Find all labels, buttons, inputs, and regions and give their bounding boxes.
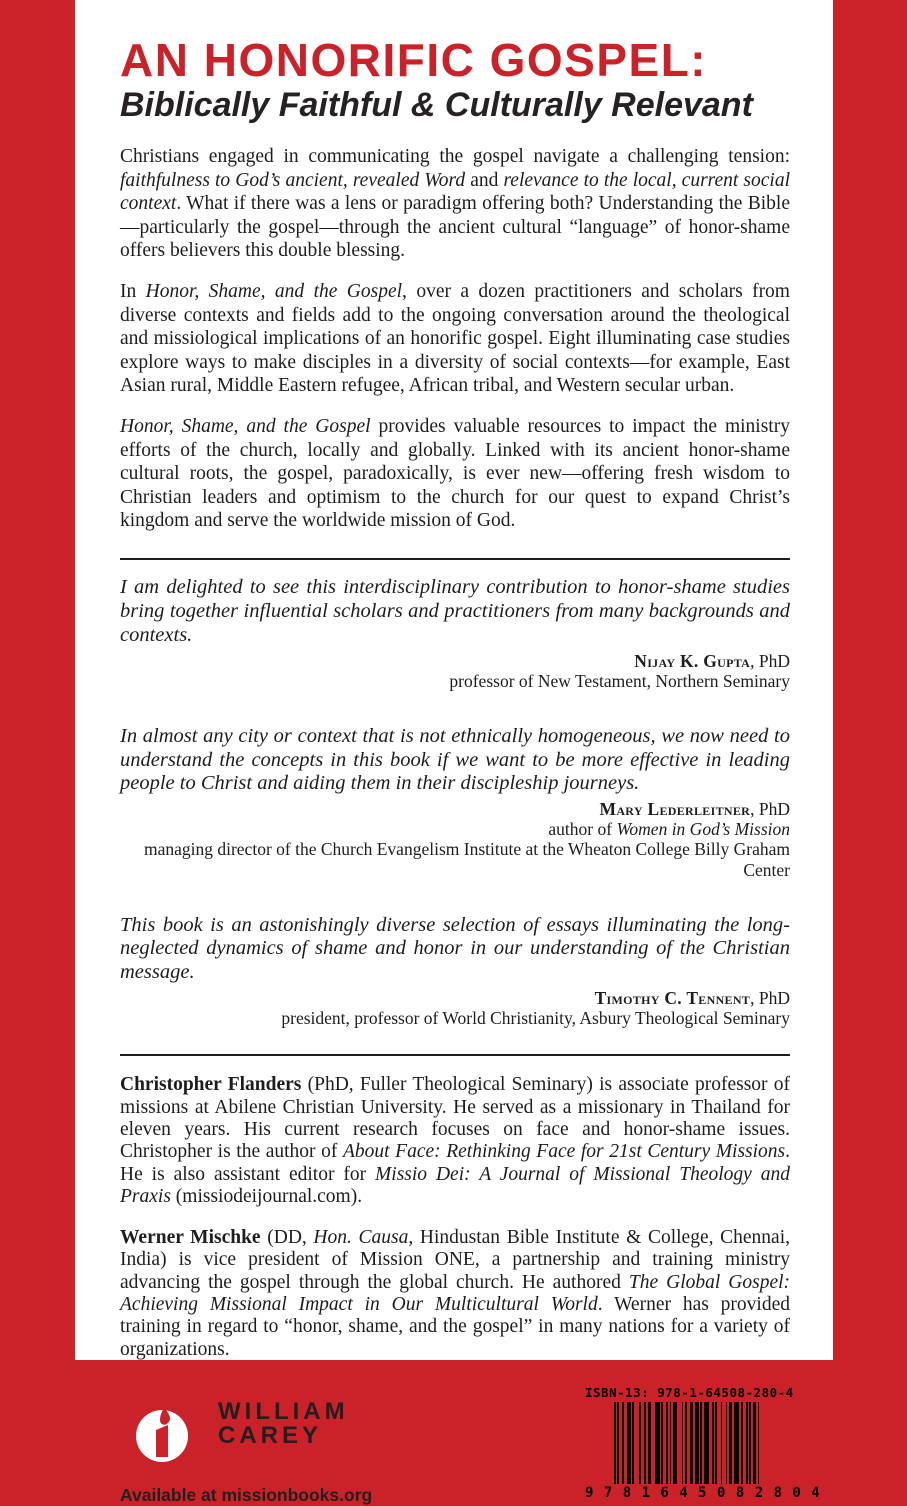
- barcode-bars: [585, 1402, 790, 1484]
- endorser-role: president, professor of World Christianity, Asbury Theological Seminary: [281, 1008, 790, 1029]
- description-paragraph-3: Honor, Shame, and the Gospel provides valuable resources to impact the ministry efforts of the church, locally and globally. Linked with its ancient honor-shame cultural roots, the gospel, paradoxically, is ever new—offering fresh wisdom to Christian leaders and optimism to the church for our quest to expand Christ’s kingdom and serve the worldwide mission of God.: [120, 416, 790, 531]
- publisher-name-sub: PUBLISHING: [218, 1450, 361, 1472]
- book-subtitle: Biblically Faithful & Culturally Relevant: [120, 85, 753, 124]
- endorser-name: Nijay K. Gupta: [634, 650, 751, 671]
- publisher-block: [120, 1395, 372, 1506]
- endorser-name: Mary Lederleitner: [599, 799, 751, 820]
- text-column: [75, 0, 833, 1506]
- author-bio-flanders: Christopher Flanders (PhD, Fuller Theological Seminary) is associate professor of missions at Abilene Christian University. He served as a missionary in Thailand for eleven years. His current research focuses on face and honor-shame issues. Christopher is the author of About Face: Rethinking Face for 21st Century Missions. He is also assistant editor for Missio Dei: A Journal of Missional Theology and Praxis (missiodeijournal.com).: [120, 1074, 791, 1208]
- divider-top: [120, 558, 790, 560]
- publisher-name-line2: CAREY: [218, 1422, 323, 1450]
- cover-page: [75, 0, 833, 1506]
- endorser-roles: [120, 1008, 790, 1028]
- isbn-number: 9 7 8 1 6 4 5 0 8 2 8 0 4: [585, 1485, 821, 1502]
- description-paragraph-2: In Honor, Shame, and the Gospel, over a dozen practitioners and scholars from diverse contexts and fields add to the ongoing conversation around the theological and missiological implications of an honorific gospel. Eight illuminating case studies explore ways to make disciples in a diversity of social contexts—for example, East Asian rural, Middle Eastern refugee, African tribal, and Western secular urban.: [120, 281, 790, 396]
- isbn-label: ISBN-13: 978-1-64508-280-4: [585, 1385, 794, 1401]
- book-title: AN HONORIFIC GOSPEL:: [120, 34, 708, 86]
- endorsement-quote: In almost any city or context that is not ethnically homogeneous, we now need to understand the concepts in this book if we want to be more effective in leading people to Christ and aiding them in their discipleship journeys.: [120, 724, 790, 795]
- barcode-block: [585, 1385, 821, 1502]
- author-bio-mischke: Werner Mischke (DD, Hon. Causa, Hindustan Bible Institute & College, Chennai, India) is vice president of Mission ONE, a partnership and training ministry advancing the gospel through the global church. He authored The Global Gospel: Achieving Missional Impact in Our Multicultural World. Werner has provided training in regard to “honor, shame, and the gospel” in many nations for a variety of organizations.: [120, 1226, 791, 1360]
- endorser-role: professor of New Testament, Northern Seminary: [449, 670, 790, 691]
- endorser-roles: [120, 819, 790, 879]
- endorser-credential: , PhD: [750, 987, 790, 1008]
- availability-note: Available at missionbooks.org: [120, 1485, 373, 1506]
- publisher-name: [218, 1397, 361, 1473]
- publisher-name-line1: WILLIAM: [218, 1397, 349, 1425]
- publisher-logo: [120, 1395, 372, 1477]
- endorser-name: Timothy C. Tennent: [594, 987, 751, 1008]
- endorser-attribution: [120, 988, 790, 1008]
- description-paragraph-1: Christians engaged in communicating the gospel navigate a challenging tension: faithfulness to God’s ancient, revealed Word and relevance to the local, current social context. What if there was a lens or paradigm offering both? Understanding the Bible—particularly the gospel—through the ancient cultural “language” of honor-shame offers believers this double blessing.: [120, 146, 790, 262]
- endorser-role: author of Women in God’s Mission: [548, 819, 790, 840]
- endorser-attribution: [120, 799, 790, 819]
- endorser-roles: [120, 671, 790, 691]
- endorsement-quote: This book is an astonishingly diverse selection of essays illuminating the long-neglected dynamics of shame and honor in our understanding of the Christian message.: [120, 913, 790, 984]
- divider-bottom: [120, 1054, 790, 1056]
- bottom-row: [120, 1385, 821, 1506]
- candle-logo-icon: [120, 1395, 204, 1477]
- endorser-credential: , PhD: [750, 799, 790, 820]
- endorsement-quote: I am delighted to see this interdisciplinary contribution to honor-shame studies bring together influential scholars and practitioners from many backgrounds and contexts.: [120, 576, 790, 646]
- endorsement-2: [120, 725, 790, 880]
- endorser-credential: , PhD: [750, 650, 790, 671]
- endorsement-1: [120, 576, 790, 691]
- endorser-role: managing director of the Church Evangelism Institute at the Wheaton College Billy Graham Center: [143, 839, 790, 880]
- endorsement-3: [120, 914, 790, 1029]
- endorser-attribution: [120, 651, 790, 671]
